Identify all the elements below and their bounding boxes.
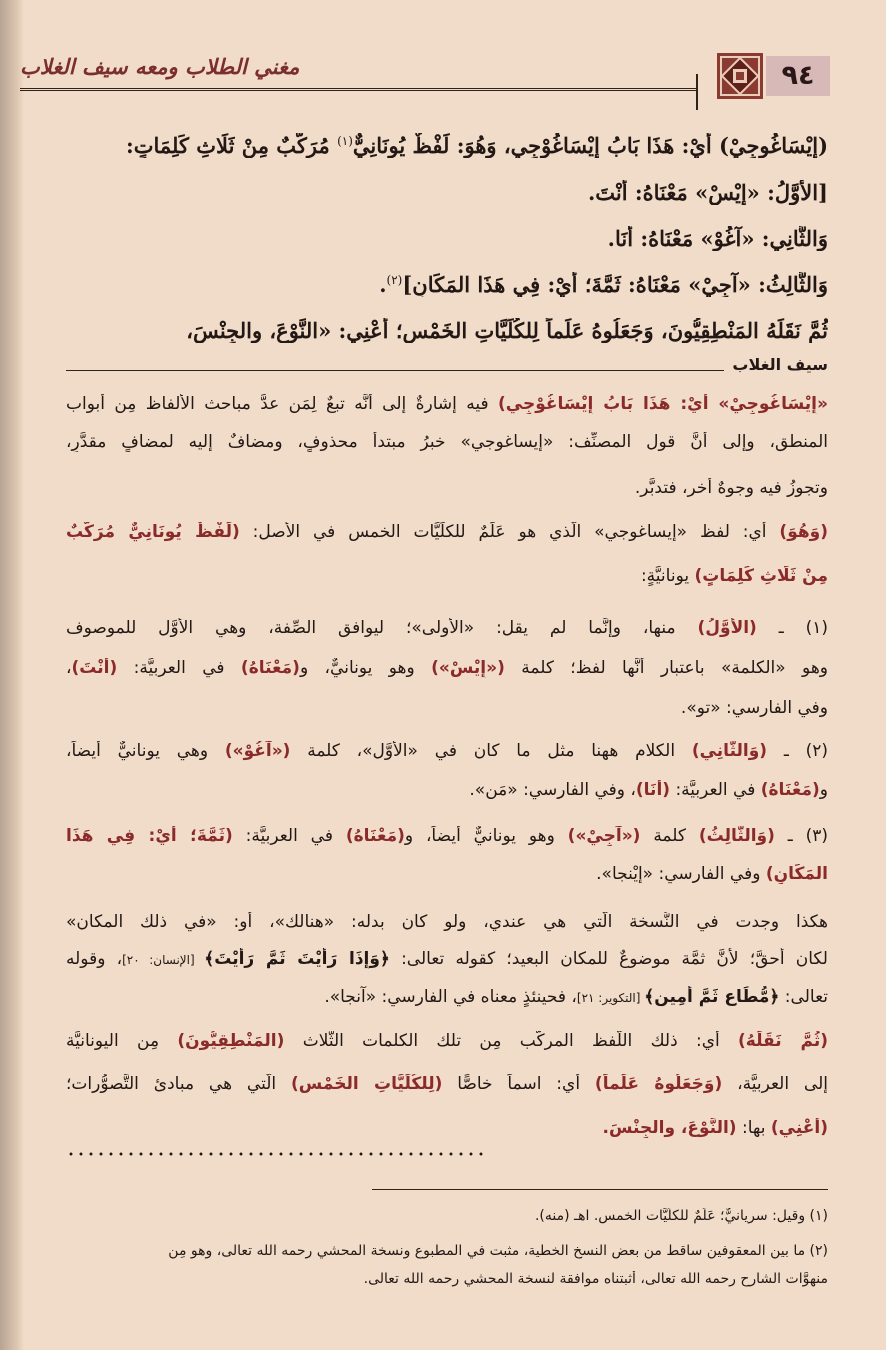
continuation-dots — [66, 1152, 486, 1156]
commentary-line-14: لكان أحقَّ؛ لأنَّ ثمَّة موضوعٌ للمكان البعيد؛ كقوله تعالى: ﴿وَإِذَا رَأَيْتَ ثَمَّ رَأَيْتَ﴾ [الإنسان: ٢٠]، وقوله — [66, 949, 828, 969]
commentary-line-3: وتجوزُ فيه وجوهٌ أخر، فتدبَّر. — [634, 478, 828, 498]
commentary-line-9: (٢) ـ (وَالثَّانِي) الكلام ههنا مثل ما كان في «الأوَّل»، كلمة («آغُوْ») وهي يونانيٌّ أيضاً، — [66, 741, 828, 761]
commentary-line-11: (٣) ـ (وَالثَّالِثُ) كلمة («آجِيْ») وهو يونانيٌّ أيضاً، و(مَعْنَاهُ) في العربيَّة: (ثَمَّةَ؛ أيْ: فِي هَذَا — [66, 826, 828, 846]
header-divider — [696, 74, 698, 110]
main-line-5: ثُمَّ نَقَلَهُ المَنْطِقِيُّونَ، وَجَعَلُوهُ عَلَماً لِلكُلِّيَّاتِ الخَمْسِ؛ أَعْنِي: «النَّوْعَ، والجِنْسَ، — [186, 318, 828, 343]
commentary-line-2: المنطق، وإلى أنَّ قول المصنِّف: «إيساغوجي» خبرُ مبتدأ محذوفٍ، ومضافٌ إليه لمضافٍ مقدَّرٍ، — [66, 432, 828, 452]
ornament-icon — [716, 52, 764, 100]
header-rule — [20, 88, 698, 91]
main-line-2: [الأَوَّلُ: «إِيْسْ» مَعْنَاهُ: أَنْتَ. — [587, 180, 828, 205]
commentary-line-13: هكذا وجدت في النُّسخة الَّتي هي عندي، ولو كان بدله: «هنالك»، أو: «في ذلك المكان» — [66, 912, 828, 932]
commentary-line-8: وفي الفارسي: «تو». — [680, 698, 828, 718]
page-header — [20, 52, 830, 102]
commentary-line-18: (أَعْنِي) بها: (النَّوْعَ، والجِنْسَ. — [602, 1118, 828, 1138]
footnote-1: (١) وقيل: سريانيٌّ؛ عَلَمٌ للكلِّيَّات الخمس. اهـ (منه). — [534, 1208, 828, 1224]
commentary-line-5: مِنْ ثَلَاثِ كَلِمَاتٍ) يونانيَّةٍ: — [640, 566, 828, 586]
book-title: مغني الطلاب ومعه سيف الغلاب — [20, 54, 300, 79]
footnote-2-line-1: (٢) ما بين المعقوفين ساقط من بعض النسخ الخطية، مثبت في المطبوع ونسخة المحشي رحمه الله تعالى، وهو مِن — [168, 1243, 828, 1259]
commentary-line-17: إلى العربيَّة، (وَجَعَلُوهُ عَلَماً) أي: اسماً خاصًّا (لِلكُلِّيَّاتِ الخَمْسِ) الَّتي هي مبادئ التَّصوُّرات؛ — [66, 1074, 828, 1094]
footnote-2-line-2: منهوَّات الشارح رحمه الله تعالى، أثبتناه موافقة لنسخة المحشي رحمه الله تعالى. — [363, 1271, 828, 1287]
footnote-ref-1: (١) — [337, 134, 353, 148]
commentary-separator — [66, 370, 828, 371]
main-line-3: وَالثَّانِي: «آغُوْ» مَعْنَاهُ: أَنَا. — [607, 226, 828, 251]
main-line-1: (إِيْسَاغُوجِيْ) أيْ: هَذَا بَابُ إِيْسَاغُوْجِي، وَهُوَ: لَفْظٌ يُونَانِيٌّ$^{(١)}$ مُرَكَّبٌ مِنْ ثَلَاثِ كَلِمَاتٍ: — [125, 133, 828, 158]
commentary-line-16: (ثُمَّ نَقَلَهُ) أي: ذلك اللَّفظ المركَّب مِن تلك الكلمات الثَّلاث (المَنْطِقِيُّونَ) مِن اليونانيَّة — [66, 1031, 828, 1051]
page-number: ٩٤ — [766, 56, 830, 96]
commentary-label: سيف الغلاب — [724, 355, 828, 374]
commentary-line-10: و(مَعْنَاهُ) في العربيَّة: (أَنَا)، وفي الفارسي: «مَن». — [469, 780, 828, 800]
main-line-4: وَالثَّالِثُ: «آجِيْ» مَعْنَاهُ: ثَمَّةَ؛ أيْ: فِي هَذَا المَكَانِ]$^{(٢)}$. — [379, 272, 828, 297]
commentary-line-6: (١) ـ (الأَوَّلُ) منها، وإنَّما لم يقل: «الأولى»؛ ليوافق الصِّفة، وهي الأوَّل للموصوف — [66, 618, 828, 638]
commentary-line-7: وهو «الكلمة» باعتبار أنَّها لفظ؛ كلمة («إِيْسْ») وهو يونانيٌّ، و(مَعْنَاهُ) في العربيَّة: (أَنْتَ)، — [66, 658, 828, 678]
commentary-line-4: (وَهُوَ) أي: لفظ «إيساغوجي» الَّذي هو عَلَمٌ للكلِّيَّات الخمس في الأصل: (لَفْظٌ يُونَانِيٌّ مُرَكَّبٌ — [66, 522, 828, 542]
commentary-line-1: «إِيْسَاغُوجِيْ» أيْ: هَذَا بَابُ إِيْسَاغُوْجِي) فيه إشارةٌ إلى أنَّه تبعٌ لِمَن عدَّ مباحث الألفاظ مِن أبواب — [66, 394, 828, 414]
footnote-ref-2: (٢) — [386, 273, 403, 287]
footnote-separator — [372, 1189, 828, 1190]
commentary-line-12: المَكَانِ) وفي الفارسي: «إِيْنجا». — [596, 864, 828, 884]
commentary-line-15: تعالى: ﴿مُّطَاعٍ ثَمَّ أَمِينٍ﴾ [التكوير: ٢١]، فحينئذٍ معناه في الفارسي: «آنجا». — [324, 987, 828, 1007]
